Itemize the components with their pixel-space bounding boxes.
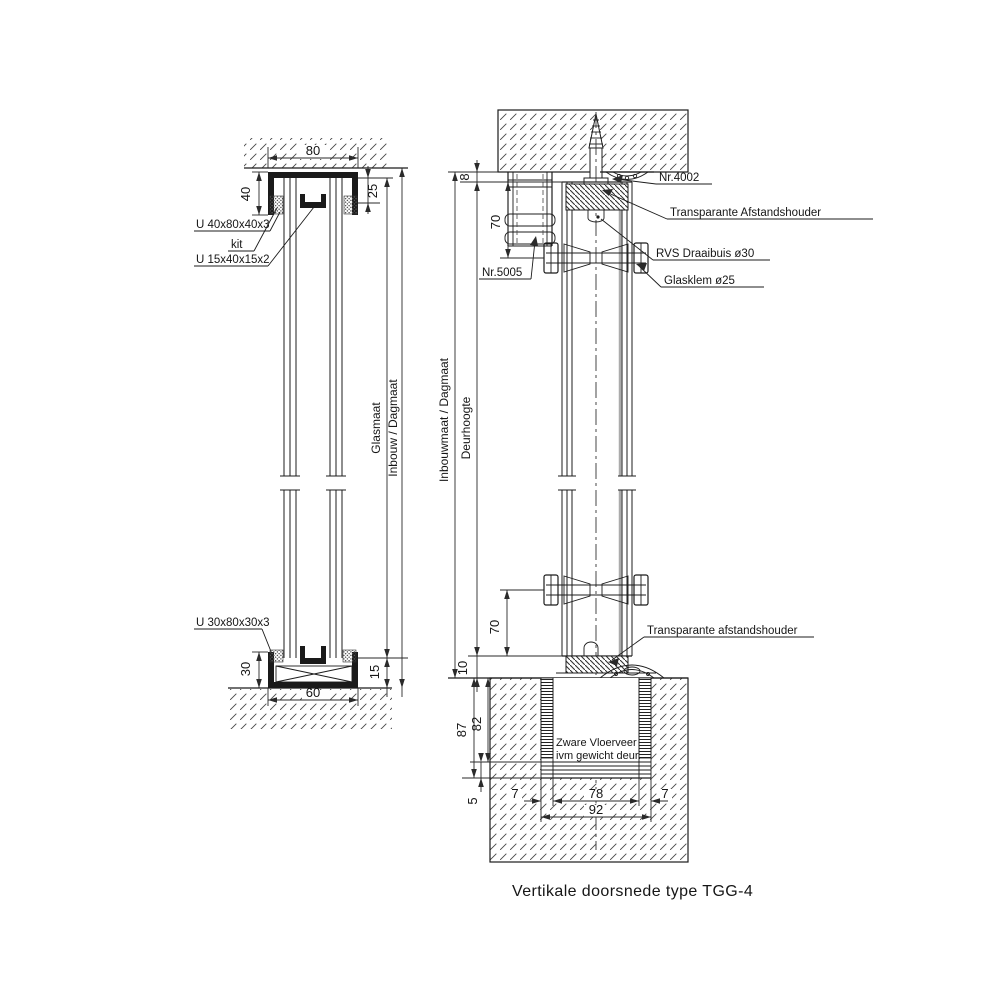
kit-seal-right [344, 196, 357, 214]
dim-82-value: 82 [469, 716, 484, 732]
label-draaibuis: RVS Draaibuis ø30 [656, 248, 755, 260]
label-afstandshouder-top: Transparante Afstandshouder [670, 207, 822, 219]
dim-87-value: 87 [454, 722, 469, 738]
left-dim-40 [238, 172, 268, 215]
label-u15: U 15x40x15x2 [196, 254, 270, 266]
kit-seal-bottom-right [343, 650, 356, 662]
top-clamp-block [566, 184, 628, 222]
glass-pane-b [326, 178, 346, 658]
dim-10-value: 10 [455, 660, 470, 676]
label-nr4002: Nr.4002 [659, 172, 700, 184]
glazing-profile-top [300, 194, 326, 208]
dim-70-bottom-value: 70 [487, 619, 502, 635]
dim-15-value: 15 [367, 664, 382, 680]
dim-30-value: 30 [238, 661, 253, 677]
label-u40: U 40x80x40x3 [196, 219, 270, 231]
right-dim-70-top [488, 182, 544, 258]
dim-60-value: 60 [305, 685, 321, 700]
left-axis-dims [358, 168, 408, 697]
left-glass-panes [280, 178, 346, 658]
label-u30: U 30x80x30x3 [196, 617, 270, 629]
left-dim-25 [358, 166, 393, 214]
dim-80-value: 80 [305, 143, 321, 158]
dim-92-value: 92 [588, 802, 604, 817]
floor-spring-text-1: Zware Vloerveer [556, 737, 637, 749]
kit-seal-bottom-left [270, 650, 283, 662]
dim-inbouwmaat-label: Inbouwmaat / Dagmaat [437, 357, 451, 483]
bottom-clamp-block [556, 642, 656, 673]
dim-40-value: 40 [238, 186, 253, 202]
right-dim-70-bottom [487, 590, 544, 656]
floor-spring-text-2: ivm gewicht deur. [556, 750, 641, 762]
label-afstandshouder-bottom: Transparante afstandshouder [647, 625, 798, 637]
label-glasklem: Glasklem ø25 [664, 275, 735, 287]
dim-inbouw-label: Inbouw / Dagmaat [386, 379, 400, 477]
dim-5-value: 5 [465, 797, 480, 805]
dim-25-value: 25 [365, 183, 380, 199]
dim-8-value: 8 [457, 173, 472, 181]
right-detail [437, 110, 873, 862]
dim-70-top-value: 70 [488, 214, 503, 230]
dim-7-left-value: 7 [511, 786, 519, 801]
drawing-caption: Vertikale doorsnede type TGG-4 [512, 883, 754, 900]
floor-block [448, 678, 688, 862]
glass-pane-a [280, 178, 300, 658]
dim-glasmaat-label: Glasmaat [369, 402, 383, 454]
dim-78-value: 78 [588, 786, 604, 801]
label-nr5005: Nr.5005 [482, 267, 523, 279]
spacer-tube [505, 172, 555, 246]
wood-block [276, 666, 352, 682]
left-detail [194, 138, 408, 729]
kit-seal-left [270, 196, 283, 214]
dim-7-right-value: 7 [661, 786, 669, 801]
dim-deurhoogte-label: Deurhoogte [459, 396, 473, 460]
glazing-profile-bottom [300, 646, 326, 664]
label-kit: kit [231, 239, 243, 251]
left-dim-30 [238, 652, 268, 688]
